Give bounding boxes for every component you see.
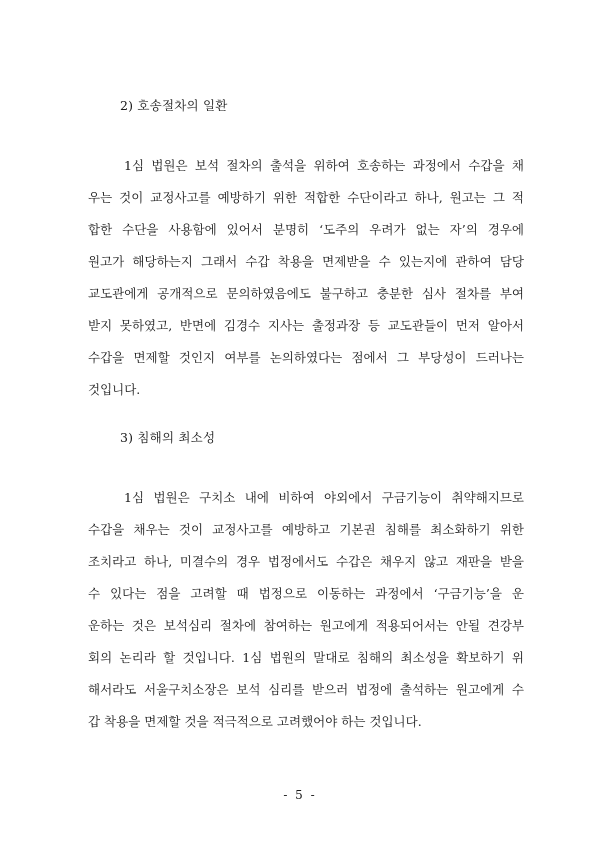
paragraph-line: 해서라도 서울구치소장은 보석 심리를 받으러 법정에 출석하는 원고에게 수 <box>88 682 524 697</box>
paragraph-line: 갑 착용을 면제할 것을 적극적으로 고려했어야 하는 것입니다. <box>88 714 422 729</box>
paragraph-line: 수 있다는 점을 고려할 때 법정으로 이동하는 과정에서 ‘구금기능’을 운 <box>88 586 524 601</box>
paragraph-line: 받지 못하였고, 반면에 김경수 지사는 출정과장 등 교도관들이 먼저 알아서 <box>88 318 524 333</box>
paragraph-line: 회의 논리라 할 것입니다. 1심 법원의 말대로 침해의 최소성을 확보하기 위 <box>88 650 524 665</box>
paragraph-line: 1심 법원은 보석 절차의 출석을 위하여 호송하는 과정에서 수갑을 채 <box>124 158 524 173</box>
section-3-paragraph <box>88 482 524 738</box>
paragraph-line: 수갑을 면제할 것인지 여부를 논의하였다는 점에서 그 부당성이 드러나는 <box>88 350 524 365</box>
paragraph-line: 합한 수단을 사용함에 있어서 분명히 ‘도주의 우려가 없는 자’의 경우에 <box>88 222 524 237</box>
section-3-heading: 3) 침해의 최소성 <box>120 430 216 445</box>
paragraph-line: 수갑을 채우는 것이 교정사고를 예방하고 기본권 침해를 최소화하기 위한 <box>88 522 524 537</box>
paragraph-line: 운하는 것은 보석심리 절차에 참여하는 원고에게 적용되어서는 안될 견강부 <box>88 618 524 633</box>
paragraph-line: 교도관에게 공개적으로 문의하였음에도 불구하고 충분한 심사 절차를 부여 <box>88 286 524 301</box>
paragraph-line: 1심 법원은 구치소 내에 비하여 야외에서 구금기능이 취약해지므로 <box>124 490 524 505</box>
page-number: - 5 - <box>283 788 317 802</box>
section-2-paragraph <box>88 150 524 406</box>
paragraph-line: 원고가 해당하는지 그래서 수갑 착용을 면제받을 수 있는지에 관하여 담당 <box>88 254 524 269</box>
paragraph-line: 조치라고 하나, 미결수의 경우 법정에서도 수갑은 채우지 않고 재판을 받을 <box>88 554 524 569</box>
section-2-heading: 2) 호송절차의 일환 <box>120 98 228 113</box>
paragraph-line: 우는 것이 교정사고를 예방하기 위한 적합한 수단이라고 하나, 원고는 그 적 <box>88 190 524 205</box>
paragraph-line: 것입니다. <box>88 382 141 397</box>
